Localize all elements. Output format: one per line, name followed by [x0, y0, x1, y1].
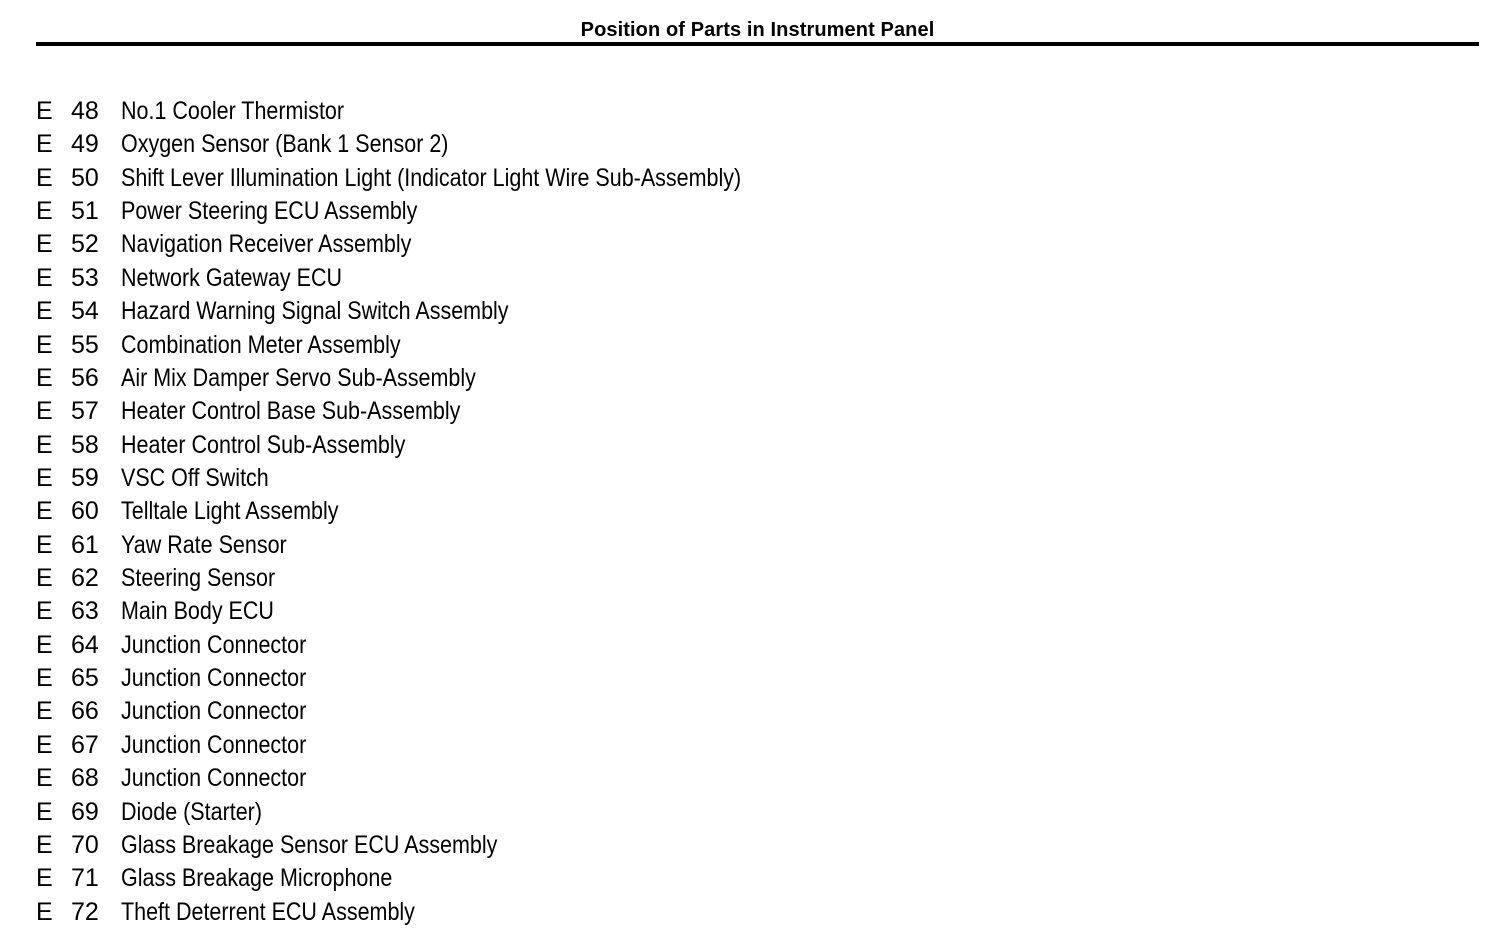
part-name: Navigation Receiver Assembly — [121, 230, 412, 259]
part-letter: E — [36, 597, 53, 626]
part-row — [0, 495, 900, 528]
part-number: 58 — [71, 430, 99, 459]
page-title: Position of Parts in Instrument Panel — [580, 19, 935, 41]
part-row — [0, 162, 900, 195]
part-number: 51 — [71, 197, 99, 226]
part-number: 56 — [71, 363, 99, 392]
part-row — [0, 362, 900, 395]
part-name: Steering Sensor — [121, 564, 276, 593]
part-number: 71 — [71, 864, 99, 893]
part-name: Air Mix Damper Servo Sub-Assembly — [121, 363, 476, 392]
part-letter: E — [36, 797, 53, 826]
part-name: Network Gateway ECU — [121, 263, 343, 292]
part-row — [0, 395, 900, 428]
part-number: 54 — [71, 297, 99, 326]
part-number: 69 — [71, 797, 99, 826]
part-letter: E — [36, 130, 53, 159]
part-letter: E — [36, 697, 53, 726]
part-row — [0, 295, 900, 328]
part-row — [0, 228, 900, 261]
part-number: 53 — [71, 263, 99, 292]
part-name: Main Body ECU — [121, 597, 274, 626]
part-row — [0, 862, 900, 895]
part-row — [0, 796, 900, 829]
part-row — [0, 896, 900, 929]
part-row — [0, 529, 900, 562]
part-number: 61 — [71, 530, 99, 559]
title-rule — [36, 42, 1479, 46]
part-letter: E — [36, 764, 53, 793]
part-row — [0, 429, 900, 462]
part-letter: E — [36, 664, 53, 693]
part-name: Hazard Warning Signal Switch Assembly — [121, 297, 509, 326]
part-row — [0, 762, 900, 795]
part-row — [0, 629, 900, 662]
part-name: Glass Breakage Sensor ECU Assembly — [121, 830, 498, 859]
part-letter: E — [36, 463, 53, 492]
part-number: 49 — [71, 130, 99, 159]
part-letter: E — [36, 864, 53, 893]
part-number: 57 — [71, 397, 99, 426]
part-number: 66 — [71, 697, 99, 726]
part-number: 59 — [71, 463, 99, 492]
part-letter: E — [36, 430, 53, 459]
part-name: Junction Connector — [121, 730, 307, 759]
part-letter: E — [36, 630, 53, 659]
part-number: 68 — [71, 764, 99, 793]
part-row — [0, 95, 900, 128]
part-name: Telltale Light Assembly — [121, 497, 339, 526]
part-name: Glass Breakage Microphone — [121, 864, 393, 893]
part-row — [0, 195, 900, 228]
part-row — [0, 329, 900, 362]
part-name: Shift Lever Illumination Light (Indicator Light Wire Sub-Assembly) — [121, 163, 742, 192]
parts-list — [0, 95, 900, 929]
part-number: 50 — [71, 163, 99, 192]
part-letter: E — [36, 163, 53, 192]
part-name: Combination Meter Assembly — [121, 330, 401, 359]
part-number: 60 — [71, 497, 99, 526]
part-row — [0, 562, 900, 595]
part-letter: E — [36, 263, 53, 292]
part-letter: E — [36, 830, 53, 859]
part-name: Junction Connector — [121, 764, 307, 793]
part-name: VSC Off Switch — [121, 463, 269, 492]
part-letter: E — [36, 397, 53, 426]
part-name: Yaw Rate Sensor — [121, 530, 287, 559]
part-number: 67 — [71, 730, 99, 759]
part-name: Theft Deterrent ECU Assembly — [121, 897, 415, 926]
part-name: Junction Connector — [121, 630, 307, 659]
part-name: Junction Connector — [121, 664, 307, 693]
part-number: 55 — [71, 330, 99, 359]
part-name: Diode (Starter) — [121, 797, 262, 826]
part-letter: E — [36, 897, 53, 926]
part-number: 62 — [71, 564, 99, 593]
part-number: 64 — [71, 630, 99, 659]
part-row — [0, 262, 900, 295]
part-row — [0, 595, 900, 628]
part-letter: E — [36, 363, 53, 392]
part-letter: E — [36, 730, 53, 759]
part-letter: E — [36, 297, 53, 326]
part-number: 72 — [71, 897, 99, 926]
part-number: 63 — [71, 597, 99, 626]
part-row — [0, 662, 900, 695]
part-name: Power Steering ECU Assembly — [121, 197, 418, 226]
part-letter: E — [36, 97, 53, 125]
part-number: 48 — [71, 97, 99, 125]
part-letter: E — [36, 497, 53, 526]
part-letter: E — [36, 230, 53, 259]
part-number: 70 — [71, 830, 99, 859]
part-name: No.1 Cooler Thermistor — [121, 97, 345, 125]
part-number: 65 — [71, 664, 99, 693]
part-number: 52 — [71, 230, 99, 259]
part-row — [0, 729, 900, 762]
part-name: Oxygen Sensor (Bank 1 Sensor 2) — [121, 130, 449, 159]
part-row — [0, 462, 900, 495]
part-name: Heater Control Sub-Assembly — [121, 430, 406, 459]
part-row — [0, 695, 900, 728]
part-letter: E — [36, 197, 53, 226]
part-row — [0, 128, 900, 161]
part-name: Junction Connector — [121, 697, 307, 726]
part-letter: E — [36, 564, 53, 593]
part-letter: E — [36, 330, 53, 359]
part-row — [0, 829, 900, 862]
part-letter: E — [36, 530, 53, 559]
part-name: Heater Control Base Sub-Assembly — [121, 397, 461, 426]
